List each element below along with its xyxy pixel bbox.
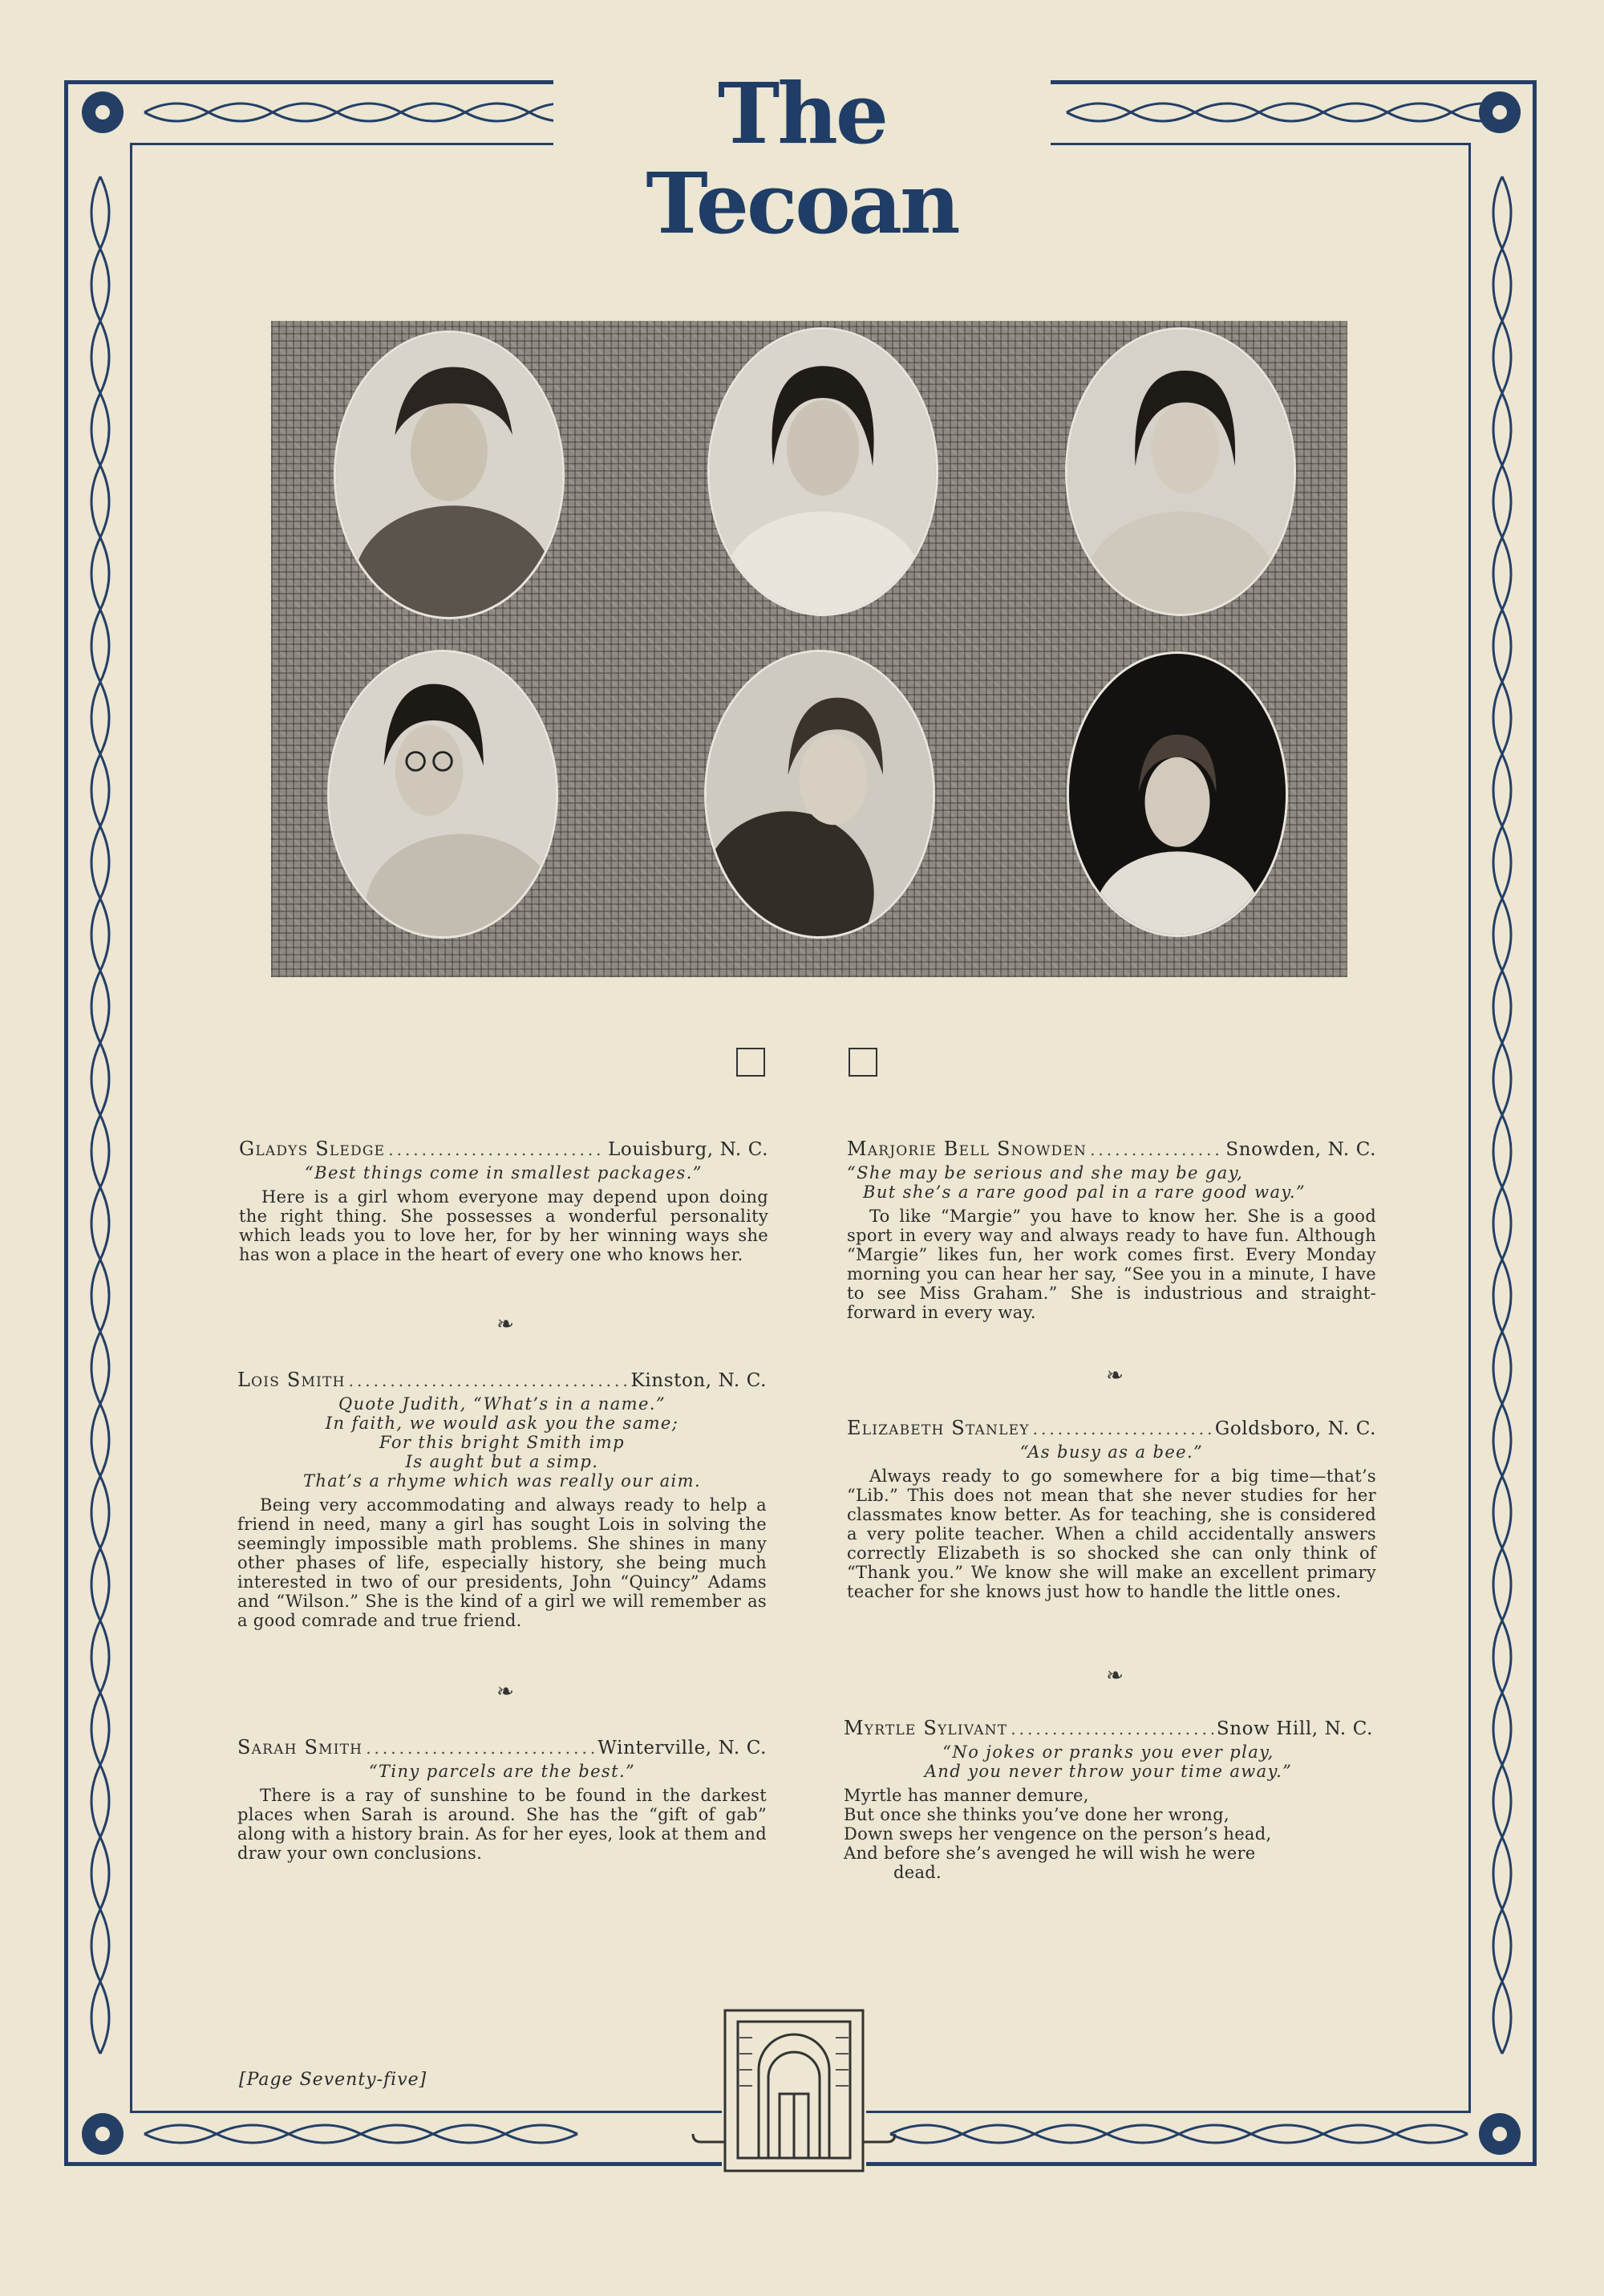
square-ornament-right	[849, 1048, 877, 1077]
entry-header	[237, 1736, 767, 1759]
portrait-6	[1067, 651, 1288, 937]
hometown: Snowden, N. C.	[1225, 1139, 1376, 1160]
entry-header	[237, 1369, 767, 1391]
dot-leader	[349, 1371, 628, 1390]
hometown: Snow Hill, N. C.	[1216, 1718, 1373, 1739]
poem-line: Down sweps her vengence on the person’s head,	[844, 1824, 1272, 1844]
entry-header	[847, 1417, 1376, 1439]
motto-line: And you never throw your time away.”	[924, 1762, 1293, 1781]
entry-header	[844, 1717, 1373, 1739]
fleuron-icon: ❧	[496, 1680, 514, 1704]
poem-line: dead.	[893, 1863, 942, 1882]
motto-line: But she’s a rare good pal in a rare good way.”	[863, 1182, 1306, 1202]
motto-line: Quote Judith, “What’s in a name.”	[338, 1394, 666, 1414]
poem-line: Myrtle has manner demure,	[844, 1786, 1089, 1805]
motto	[237, 1762, 767, 1781]
motto-line: That’s a rhyme which was really our aim.	[302, 1471, 702, 1491]
portrait-4	[327, 650, 558, 939]
biography: There is a ray of sunshine to be found in the darkest places when Sarah is around. She has the “gift of gab” along with a history brain. As for her eyes, look at them and draw your own conclusions.	[237, 1786, 767, 1863]
dot-leader	[1090, 1140, 1222, 1159]
motto-line: “She may be serious and she may be gay,	[847, 1163, 1244, 1182]
student-name: Marjorie Bell Snowden	[847, 1138, 1088, 1160]
biography: Always ready to go somewhere for a big time—that’s “Lib.” This does not mean that she never studies for her classmates know better. As for teaching, she is considered a very polite teacher. When a child accidentally answers correctly Elizabeth is so shocked she can only think of “Thank you.” We know she will make an excellent primary teacher for she knows just how to handle the little ones.	[847, 1466, 1376, 1601]
hometown: Goldsboro, N. C.	[1214, 1418, 1376, 1439]
student-name: Elizabeth Stanley	[847, 1417, 1030, 1439]
motto	[847, 1442, 1376, 1462]
photo-panel	[271, 321, 1347, 977]
fleuron-icon: ❧	[496, 1312, 514, 1337]
motto	[847, 1163, 1376, 1202]
entry-gladys-sledge	[239, 1138, 768, 1264]
hometown: Kinston, N. C.	[630, 1370, 767, 1391]
motto-line: “Tiny parcels are the best.”	[368, 1762, 636, 1781]
motto	[239, 1163, 768, 1182]
dot-leader	[1033, 1419, 1212, 1438]
poem-line: But once she thinks you’ve done her wrong,	[844, 1805, 1229, 1824]
dot-leader	[1011, 1719, 1213, 1738]
motto-line: “Best things come in smallest packages.”	[305, 1163, 703, 1182]
entry-marjorie-bell-snowden	[847, 1138, 1376, 1322]
page-title: The Tecoan	[553, 69, 1051, 159]
biography: Being very accommodating and always ready to help a friend in need, many a girl has sought Lois in solving the seemingly impossible math problems. She shines in many other phases of life, especially history, she being much interested in two of our presidents, John “Quincy” Adams and “Wilson.” She is the kind of a girl we will remember as a good comrade and true friend.	[237, 1495, 767, 1630]
poem	[844, 1786, 1373, 1882]
portrait-3	[1065, 327, 1296, 616]
portrait-1	[334, 331, 565, 619]
portrait-2	[707, 327, 938, 616]
entry-sarah-smith	[237, 1736, 767, 1863]
poem-line: And before she’s avenged he will wish he were	[844, 1844, 1256, 1863]
hometown: Louisburg, N. C.	[608, 1139, 768, 1160]
student-name: Lois Smith	[237, 1369, 346, 1391]
fleuron-icon: ❧	[1106, 1364, 1124, 1388]
motto	[844, 1742, 1373, 1781]
entry-myrtle-sylivant	[844, 1717, 1373, 1882]
fleuron-icon: ❧	[1106, 1664, 1124, 1688]
doorway-emblem-icon	[690, 2006, 898, 2174]
page-number: [Page Seventy-five]	[239, 2070, 427, 2090]
motto-line: In faith, we would ask you the same;	[325, 1414, 679, 1433]
motto-line: Is aught but a simp.	[405, 1452, 599, 1471]
entry-header	[847, 1138, 1376, 1160]
biography: To like “Margie” you have to know her. She is a good sport in every way and always ready to have fun. Although “Margie” likes fun, her work comes first. Every Monday morning you can hear her say, “See you in a minute, I have to see Miss Graham.” She is industrious and straight-forward in every way.	[847, 1207, 1376, 1322]
motto-line: For this bright Smith imp	[379, 1433, 625, 1452]
biography: Here is a girl whom everyone may depend upon doing the right thing. She possesses a wonderful personality which leads you to love her, for by her winning ways she has won a place in the heart of every one who knows her.	[239, 1187, 768, 1264]
student-name: Sarah Smith	[237, 1736, 363, 1759]
hometown: Winterville, N. C.	[597, 1738, 767, 1759]
motto-line: “No jokes or pranks you ever play,	[942, 1742, 1274, 1762]
motto	[237, 1394, 767, 1491]
entry-elizabeth-stanley	[847, 1417, 1376, 1601]
dot-leader	[366, 1738, 594, 1758]
portrait-5	[704, 650, 935, 939]
student-name: Myrtle Sylivant	[844, 1717, 1008, 1739]
entry-lois-smith	[237, 1369, 767, 1630]
motto-line: “As busy as a bee.”	[1019, 1442, 1204, 1462]
dot-leader	[388, 1140, 605, 1159]
square-ornament-left	[736, 1048, 765, 1077]
student-name: Gladys Sledge	[239, 1138, 386, 1160]
entry-header	[239, 1138, 768, 1160]
